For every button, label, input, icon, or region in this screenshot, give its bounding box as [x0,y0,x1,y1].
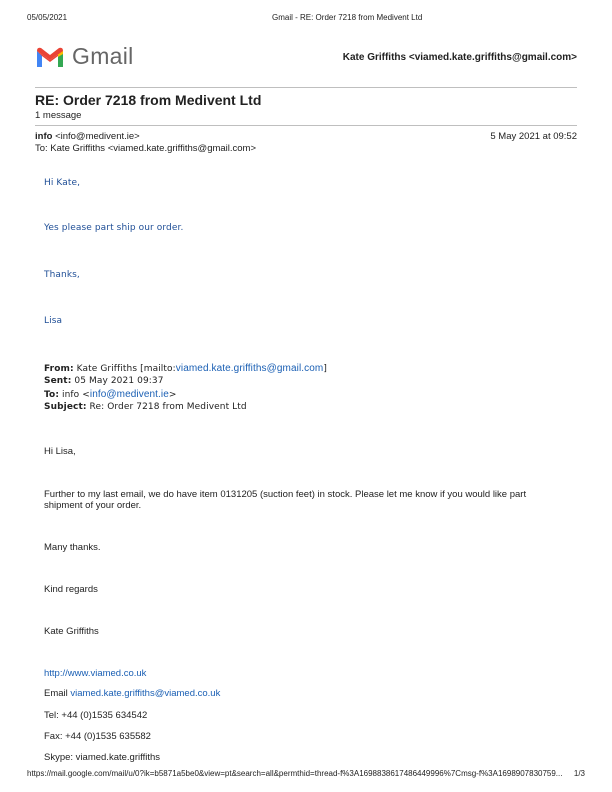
quoted-name: Kate Griffiths [44,626,99,637]
quoted-from-link[interactable]: viamed.kate.griffiths@gmail.com [175,363,324,374]
account-label: Kate Griffiths <viamed.kate.griffiths@gmail.com> [342,52,577,63]
quoted-sent-text: 05 May 2021 09:37 [71,376,164,386]
email-link[interactable]: viamed.kate.griffiths@viamed.co.uk [70,688,221,699]
sender [35,131,140,142]
quoted-from-end: ] [323,364,327,374]
quoted-from [44,363,327,374]
fax-line: Fax: +44 (0)1535 635582 [44,731,151,742]
sender-email: <info@medivent.ie> [55,131,140,142]
quoted-to-end: > [168,390,177,400]
quoted-from-label: From: [44,364,74,374]
quoted-from-text: Kate Griffiths [mailto: [73,364,176,374]
gmail-logo-text: Gmail [72,43,134,69]
message-count: 1 message [35,110,82,121]
quoted-subject-text: Re: Order 7218 from Medivent Ltd [86,402,247,412]
reply-greeting: Hi Kate, [44,178,81,188]
email-label: Email [44,688,71,699]
quoted-to-text: info < [59,390,90,400]
print-title: Gmail - RE: Order 7218 from Medivent Ltd [272,13,423,22]
thread-subject: RE: Order 7218 from Medivent Ltd [35,92,262,108]
quoted-subject [44,402,247,412]
quoted-to-link[interactable]: info@medivent.ie [89,389,169,400]
quoted-para-line2: shipment of your order. [44,500,142,511]
quoted-sent [44,376,164,386]
message-date: 5 May 2021 at 09:52 [490,131,577,142]
quoted-to-label: To: [44,390,60,400]
tel-line: Tel: +44 (0)1535 634542 [44,710,148,721]
quoted-subject-label: Subject: [44,402,87,412]
quoted-greeting: Hi Lisa, [44,446,76,457]
gmail-logo-icon [35,45,65,69]
skype-line: Skype: viamed.kate.griffiths [44,752,160,763]
email-line [44,688,220,699]
header-divider [35,87,577,88]
quoted-to [44,389,177,400]
reply-signature: Lisa [44,316,63,326]
page-number: 1/3 [573,769,585,778]
website-link[interactable]: http://www.viamed.co.uk [44,668,147,679]
sender-name: info [35,131,53,142]
quoted-thanks: Many thanks. [44,542,101,553]
print-url: https://mail.google.com/mail/u/0?ik=b5871a5be0&view=pt&search=all&permthid=thread-f%3A1698838617486449996%7Cmsg-f%3A1698907830759... [27,769,563,778]
print-date: 05/05/2021 [27,13,68,22]
quoted-sent-label: Sent: [44,376,72,386]
recipient: To: Kate Griffiths <viamed.kate.griffiths@gmail.com> [35,143,257,154]
subject-divider [35,125,577,126]
reply-line: Yes please part ship our order. [44,223,184,233]
quoted-regards: Kind regards [44,584,98,595]
reply-thanks: Thanks, [44,270,80,280]
quoted-para-line1: Further to my last email, we do have item 0131205 (suction feet) in stock. Please let me know if you would like part [44,489,527,500]
